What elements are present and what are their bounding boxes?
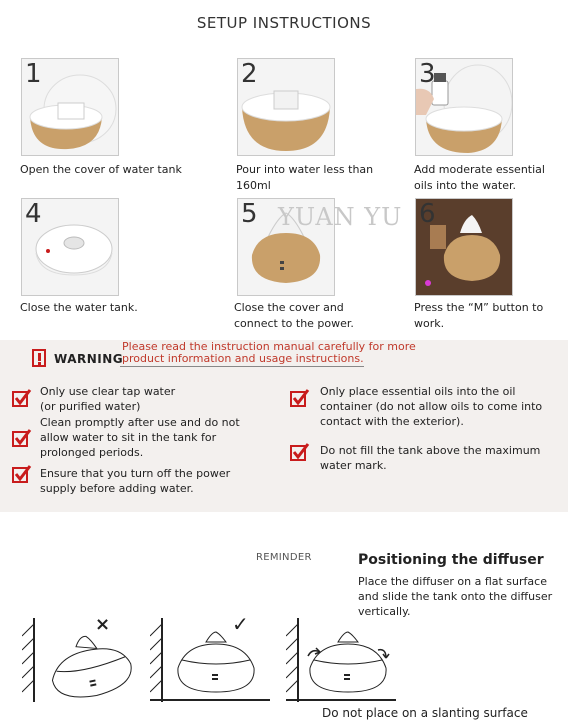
- checkmark-icon: [12, 428, 32, 448]
- reminder-label: REMINDER: [256, 552, 312, 563]
- step-5-caption: Close the cover and connect to the power.: [234, 301, 354, 330]
- slanting-warning: Do not place on a slanting surface: [322, 706, 528, 720]
- checkmark-icon: [290, 442, 310, 462]
- step-6-caption: Press the “M” button to work.: [414, 301, 544, 330]
- step-number: 4: [25, 199, 42, 229]
- step-number: 3: [419, 59, 436, 89]
- step-number: 5: [241, 199, 258, 229]
- diagram-slide-vertical: [286, 614, 396, 704]
- checkmark-icon: [12, 388, 32, 408]
- page-title: SETUP INSTRUCTIONS: [196, 14, 372, 32]
- warning-item: Do not fill the tank above the maximum water mark.: [320, 444, 541, 472]
- step-3-caption: Add moderate essential oils into the water.: [414, 163, 545, 192]
- step-number: 1: [25, 59, 42, 89]
- warning-item: Clean promptly after use and do not allow water to sit in the tank for prolonged periods.: [40, 416, 240, 459]
- step-2-photo: [237, 58, 335, 156]
- diagram-upright-correct: [150, 614, 270, 704]
- correct-mark-icon: ✓: [232, 612, 249, 636]
- divider: [120, 366, 364, 367]
- warning-item: Only place essential oils into the oil container (do not allow oils to come into contact with the exterior).: [320, 385, 543, 428]
- incorrect-mark-icon: ×: [95, 614, 111, 635]
- step-4-caption: Close the water tank.: [20, 301, 138, 314]
- positioning-title: Positioning the diffuser: [358, 552, 544, 568]
- step-number: 2: [241, 59, 258, 89]
- diagram-tilted-incorrect: [22, 614, 142, 704]
- step-number: 6: [419, 199, 436, 229]
- watermark-text: YUAN YU: [278, 203, 403, 231]
- warning-item: Ensure that you turn off the power supply before adding water.: [40, 467, 231, 495]
- step-2-caption: Pour into water less than 160ml: [236, 163, 374, 192]
- warning-title: WARNING: [54, 352, 124, 366]
- step-4-photo: [21, 198, 119, 296]
- step-1-caption: Open the cover of water tank: [20, 163, 182, 176]
- warning-note: Please read the instruction manual carefully for more product information and usage instructions.: [122, 340, 416, 365]
- checkmark-icon: [290, 388, 310, 408]
- checkmark-icon: [12, 464, 32, 484]
- section-divider: [0, 512, 568, 540]
- positioning-text: Place the diffuser on a flat surface and slide the tank onto the diffuser vertically.: [358, 575, 553, 618]
- step-3-photo: [415, 58, 513, 156]
- step-1-photo: [21, 58, 119, 156]
- exclamation-icon: [32, 349, 46, 367]
- step-6-photo: [415, 198, 513, 296]
- warning-item: Only use clear tap water (or purified water): [40, 385, 176, 413]
